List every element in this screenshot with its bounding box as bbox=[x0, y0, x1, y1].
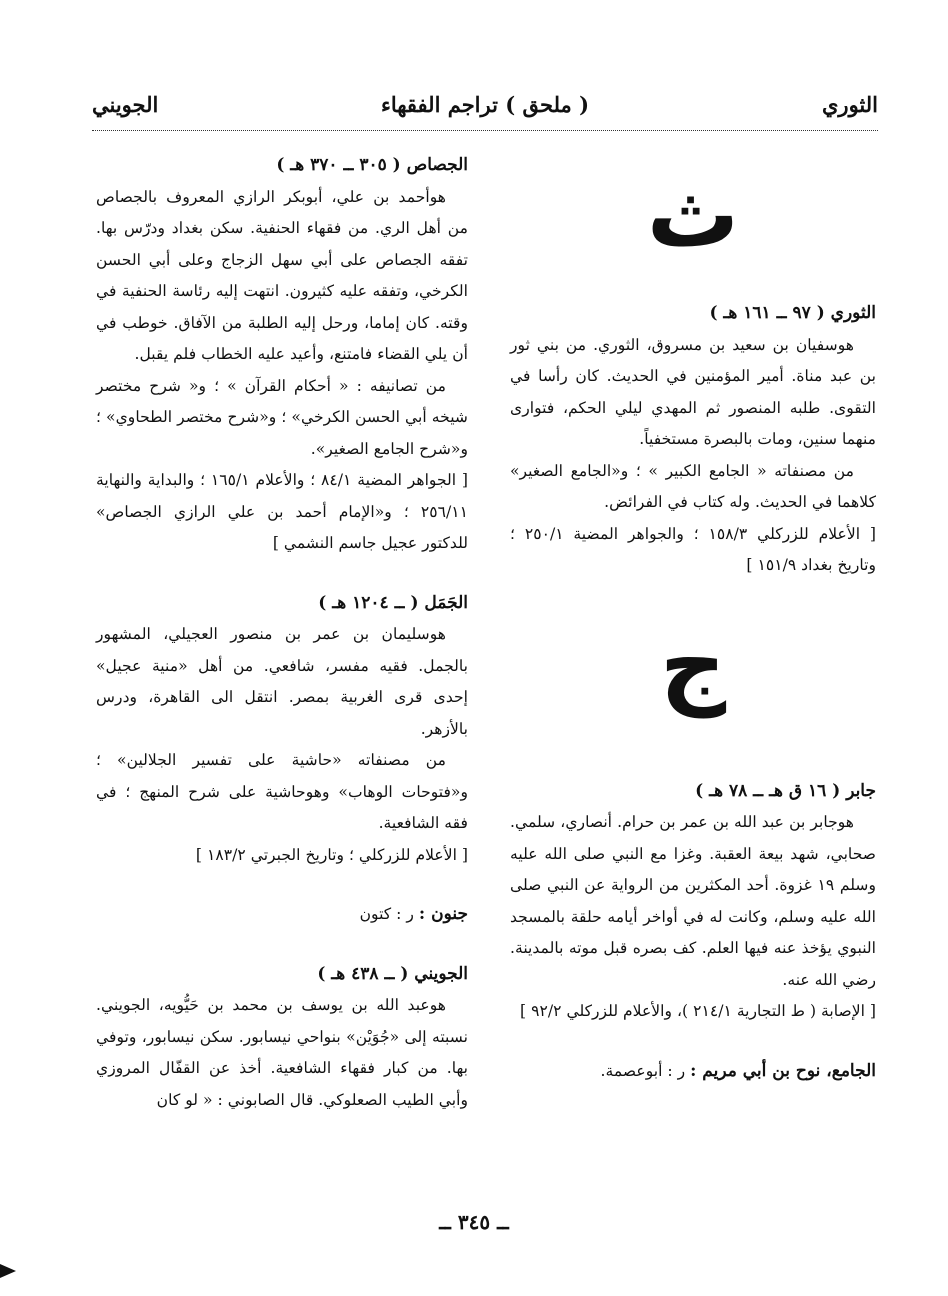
entry-title: جنون : bbox=[418, 904, 468, 924]
entry-title: جابر ( ١٦ ق هـ ــ ٧٨ هـ ) bbox=[695, 780, 876, 801]
entry-junun bbox=[96, 899, 468, 931]
entry-jami bbox=[510, 1056, 876, 1088]
entry-title: الجَمَل ( ــ ١٢٠٤ هـ ) bbox=[318, 592, 468, 613]
entry-paragraph: من مصنفاته « الجامع الكبير » ؛ و«الجامع الصغير» كلاهما في الحديث. وله كتاب في الفرائض. bbox=[510, 461, 876, 511]
header-center-title: ( ملحق ) تراجم الفقهاء bbox=[380, 92, 590, 117]
section-letter-tha: ث bbox=[646, 161, 740, 268]
entry-jabir bbox=[510, 776, 876, 1028]
entry-paragraph: من تصانيفه : « أحكام القرآن » ؛ و« شرح مختصر شيخه أبي الحسن الكرخي» ؛ و«شرح مختصر الطحاوي» ؛ و«شرح الجامع الصغير». bbox=[96, 376, 468, 458]
entry-paragraph: هوأحمد بن علي، أبوبكر الرازي المعروف بالجصاص من أهل الري. من فقهاء الحنفية. سكن بغداد ودرّس بها. تفقه الجصاص على أبي سهل الزجاج وعلى أبي الحسن الكرخي، وتفقه عليه كثيرون. انتهت إليه رئاسة الحنفية في وقته. كان إماما، ورحل إليه الطلبة من الآفاق. خوطب في أن يلي القضاء فامتنع، وأعيد عليه الخطاب فلم يقبل. bbox=[96, 187, 468, 363]
entry-paragraph: هوسليمان بن عمر بن منصور العجيلي، المشهور بالجمل. فقيه مفسر، شافعي. من أهل «منية عجيل» إحدى قرى الغربية بمصر. انتقل الى القاهرة، ودرس بالأزهر. bbox=[96, 625, 468, 738]
entry-thawri bbox=[510, 298, 876, 582]
entry-jassas bbox=[96, 150, 468, 560]
entry-title: الجامع، نوح بن أبي مريم : bbox=[690, 1060, 876, 1081]
page-number: ــ ٣٤٥ ــ bbox=[439, 1210, 509, 1234]
section-letter-jim: ج bbox=[659, 610, 727, 718]
header-right-title: الثوري bbox=[822, 92, 878, 117]
corner-arrow-icon bbox=[0, 1264, 16, 1278]
left-column bbox=[96, 150, 468, 1116]
header-left-title: الجويني bbox=[92, 92, 159, 117]
entry-title: الجصاص ( ٣٠٥ ــ ٣٧٠ هـ ) bbox=[276, 155, 468, 175]
entry-paragraph: هوجابر بن عبد الله بن عمر بن حرام. أنصاري، سلمي. صحابي، شهد بيعة العقبة. وغزا مع النبي صلى الله عليه وسلم ١٩ غزوة. أحد المكثرين من الرواية عن النبي صلى الله عليه وسلم، وكانت له في أواخر أيامه حلقة بالمسجد النبوي يؤخذ عنه فيها العلم. كف بصره قبل موته بالمدينة. رضي الله عنه. bbox=[510, 813, 877, 989]
running-header bbox=[92, 92, 878, 131]
right-column bbox=[510, 150, 876, 1087]
entry-sources: [ الأعلام للزركلي ؛ وتاريخ الجبرتي ١٨٣/٢ ] bbox=[195, 845, 468, 864]
cross-reference: ر : أبوعصمة. bbox=[600, 1061, 686, 1080]
entry-paragraph: هوسفيان بن سعيد بن مسروق، الثوري. من بني ثور بن عبد مناة. أمير المؤمنين في الحديث. كان رأسا في التقوى. طلبه المنصور ثم المهدي ليلي الحكم، فتوارى منهما سنين، ومات بالبصرة مستخفياً. bbox=[510, 335, 876, 448]
entry-sources: [ الأعلام للزركلي ١٥٨/٣ ؛ والجواهر المضية ٢٥٠/١ ؛ وتاريخ بغداد ١٥١/٩ ] bbox=[510, 524, 877, 574]
entry-jamal bbox=[96, 588, 468, 872]
entry-title: الثوري ( ٩٧ ــ ١٦١ هـ ) bbox=[709, 303, 876, 323]
entry-title: الجويني ( ــ ٤٣٨ هـ ) bbox=[317, 963, 468, 984]
entry-juwayni bbox=[96, 959, 468, 1117]
entry-sources: [ الإصابة ( ط التجارية ٢١٤/١ )، والأعلام للزركلي ٩٢/٢ ] bbox=[520, 1002, 876, 1020]
entry-paragraph: هوعبد الله بن يوسف بن محمد بن حَيُّويه، الجويني. نسبته إلى «جُوَيْن» بنواحي نيسابور. سكن نيسابور، وتوفي بها. من كبار فقهاء الشافعية. أخذ عن القفّال المروزي وأبي الطيب الصعلوكي. قال الصابوني : « لو كان bbox=[96, 996, 468, 1109]
entry-paragraph: من مصنفاته «حاشية على تفسير الجلالين» ؛ و«فتوحات الوهاب» وهوحاشية على شرح المنهج ؛ في فقه الشافعية. bbox=[96, 751, 468, 832]
cross-reference: ر : كتون bbox=[359, 905, 414, 923]
entry-sources: [ الجواهر المضية ٨٤/١ ؛ والأعلام ١٦٥/١ ؛ والبداية والنهاية ٢٥٦/١١ ؛ و«الإمام أحمد بن علي الرازي الجصاص» للدكتور عجيل جاسم النشمي ] bbox=[96, 471, 468, 552]
